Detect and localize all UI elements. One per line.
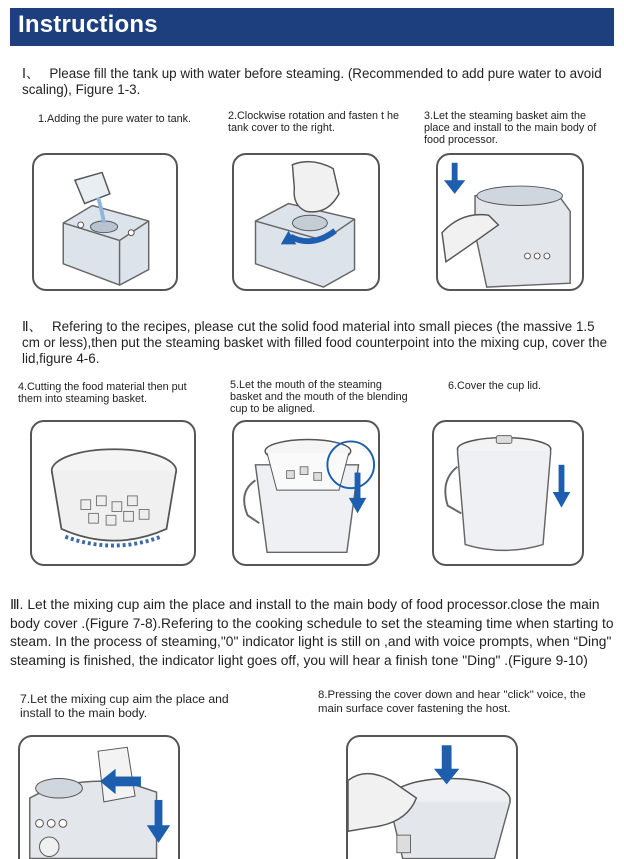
caption-step-8: 8.Pressing the cover down and hear "click" voice, the main surface cover fastening the host. (318, 689, 586, 715)
figure-1-adding-water (32, 153, 178, 291)
caption-step-2: 2.Clockwise rotation and fasten t he tank cover to the right. (228, 110, 400, 134)
caption-step-1: 1.Adding the pure water to tank. (38, 113, 192, 125)
figure-7-install-mixing-cup (18, 735, 180, 859)
section-2-text (22, 319, 616, 367)
section-1-text (22, 66, 616, 98)
page-title: Instructions (18, 11, 158, 38)
section-1-body: Please fill the tank up with water before steaming. (Recommended to add pure water to avoid scaling), Figure 1-3. (22, 66, 602, 97)
section-2-numeral: Ⅱ、 (22, 319, 42, 334)
figure-2-fasten-tank-cover (232, 153, 380, 291)
section-3-numeral: Ⅲ. (10, 597, 24, 612)
figure-8-press-cover (346, 735, 518, 859)
figure-5-align-basket (232, 420, 380, 566)
section-3-body: Let the mixing cup aim the place and install to the main body of food processor.close the main body cover .(Figure 7-8).Refering to the cooking schedule to set the steaming time when starting to steam. In the process of steaming,"0" indicator light is still on ,and with voice prompts, when “Ding" steaming is finished, the indicator light goes off, you will hear a finish tone "Ding" .(Figure 9-10) (10, 597, 614, 668)
caption-step-4: 4.Cutting the food material then put them into steaming basket. (18, 381, 187, 405)
caption-step-6: 6.Cover the cup lid. (448, 380, 542, 392)
caption-step-3: 3.Let the steaming basket aim the place and install to the main body of food processor. (424, 110, 597, 146)
caption-step-5: 5.Let the mouth of the steaming basket and the mouth of the blending cup to be aligned. (230, 379, 408, 415)
section-2-body: Refering to the recipes, please cut the solid food material into small pieces (the massive 1.5 cm or less),then put the steaming basket with filled food counterpoint into the mixing cup, cover the lid,figure 4-6. (22, 319, 608, 366)
figure-6-cover-lid (432, 420, 584, 566)
caption-step-7: 7.Let the mixing cup aim the place and install to the main body. (20, 692, 229, 720)
section-3-text (10, 596, 616, 670)
figure-4-cut-food (30, 420, 196, 566)
figure-3-install-basket (436, 153, 584, 291)
header-bar (10, 8, 614, 46)
section-1-numeral: Ⅰ、 (22, 66, 40, 81)
